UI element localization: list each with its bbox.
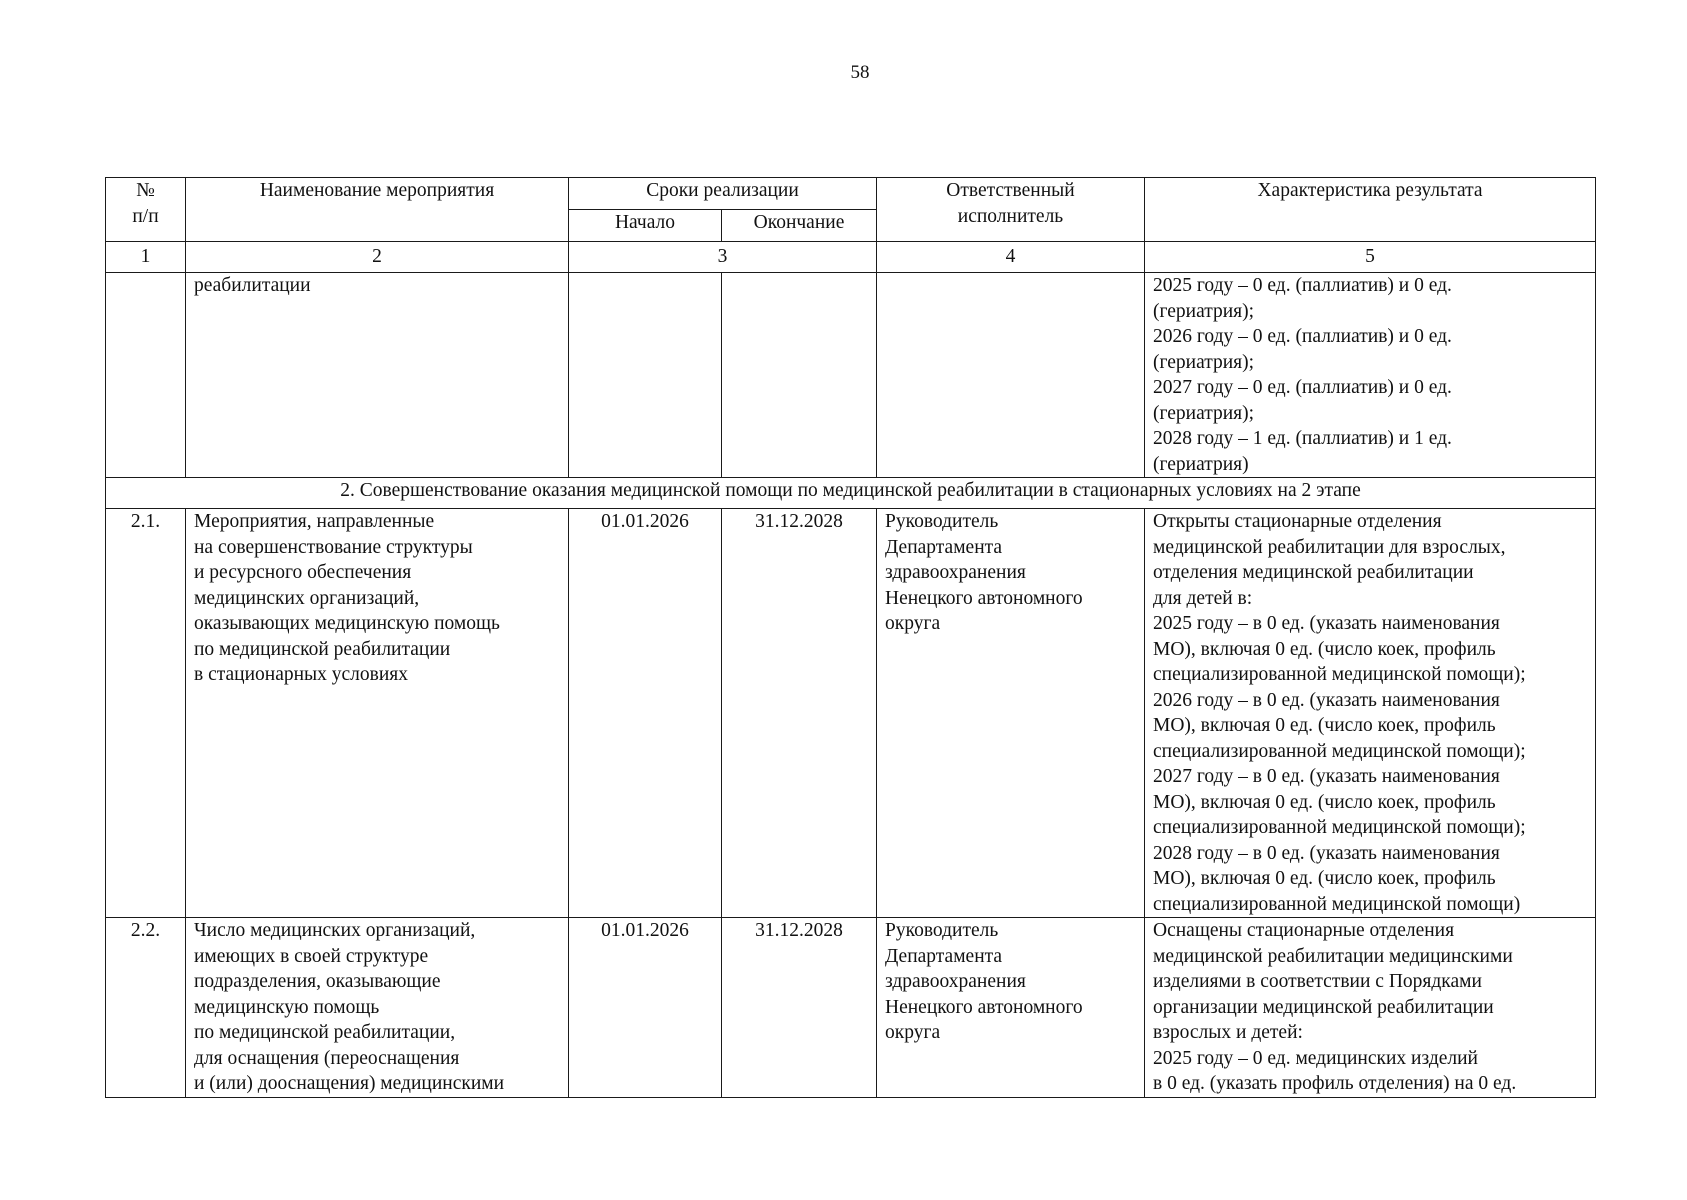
column-number: 3: [569, 242, 877, 273]
row-number: [106, 273, 186, 478]
result-description: Открыты стационарные отделения медицинской реабилитации для взрослых, отделения медицинской реабилитации для детей в: 2025 году – в 0 ед. (указать наименования МО), включая 0 ед. (число коек, профиль специализированной медицинской помощи); 2026 году – в 0 ед. (указать наименования МО), включая 0 ед. (число коек, профиль специализированной медицинской помощи); 2027 году – в 0 ед. (указать наименования МО), включая 0 ед. (число коек, профиль специализированной медицинской помощи); 2028 году – в 0 ед. (указать наименования МО), включая 0 ед. (число коек, профиль специализированной медицинской помощи): [1145, 509, 1596, 918]
column-number: 1: [106, 242, 186, 273]
column-number-row: [106, 242, 1596, 273]
responsible: Руководитель Департамента здравоохранения Ненецкого автономного округа: [877, 918, 1145, 1098]
end-date: 31.12.2028: [722, 509, 877, 918]
header-result: Характеристика результата: [1145, 178, 1596, 242]
header-start: Начало: [569, 210, 722, 242]
table-row: [106, 509, 1596, 918]
row-number: 2.2.: [106, 918, 186, 1098]
row-number: 2.1.: [106, 509, 186, 918]
start-date: 01.01.2026: [569, 918, 722, 1098]
activity-name: реабилитации: [186, 273, 569, 478]
result-description: 2025 году – 0 ед. (паллиатив) и 0 ед. (гериатрия); 2026 году – 0 ед. (паллиатив) и 0 ед. (гериатрия); 2027 году – 0 ед. (паллиатив) и 0 ед. (гериатрия); 2028 году – 1 ед. (паллиатив) и 1 ед. (гериатрия): [1145, 273, 1596, 478]
column-number: 4: [877, 242, 1145, 273]
result-description: Оснащены стационарные отделения медицинской реабилитации медицинскими изделиями в соответствии с Порядками организации медицинской реабилитации взрослых и детей: 2025 году – 0 ед. медицинских изделий в 0 ед. (указать профиль отделения) на 0 ед.: [1145, 918, 1596, 1098]
table-row: [106, 918, 1596, 1098]
header-number: № п/п: [106, 178, 186, 242]
header-responsible: Ответственный исполнитель: [877, 178, 1145, 242]
table-row-continued: [106, 273, 1596, 478]
header-activity-name: Наименование мероприятия: [186, 178, 569, 242]
column-number: 2: [186, 242, 569, 273]
responsible: [877, 273, 1145, 478]
column-number: 5: [1145, 242, 1596, 273]
activities-table: [105, 177, 1596, 1098]
header-terms: Сроки реализации: [569, 178, 877, 210]
end-date: 31.12.2028: [722, 918, 877, 1098]
section-title: 2. Совершенствование оказания медицинской помощи по медицинской реабилитации в стационарных условиях на 2 этапе: [106, 478, 1596, 509]
activity-name: Мероприятия, направленные на совершенствование структуры и ресурсного обеспечения медицинских организаций, оказывающих медицинскую помощь по медицинской реабилитации в стационарных условиях: [186, 509, 569, 918]
start-date: 01.01.2026: [569, 509, 722, 918]
responsible: Руководитель Департамента здравоохранения Ненецкого автономного округа: [877, 509, 1145, 918]
page-number: 58: [850, 62, 870, 83]
section-row: [106, 478, 1596, 509]
end-date: [722, 273, 877, 478]
activity-name: Число медицинских организаций, имеющих в своей структуре подразделения, оказывающие медицинскую помощь по медицинской реабилитации, для оснащения (переоснащения и (или) дооснащения) медицинскими: [186, 918, 569, 1098]
start-date: [569, 273, 722, 478]
header-end: Окончание: [722, 210, 877, 242]
